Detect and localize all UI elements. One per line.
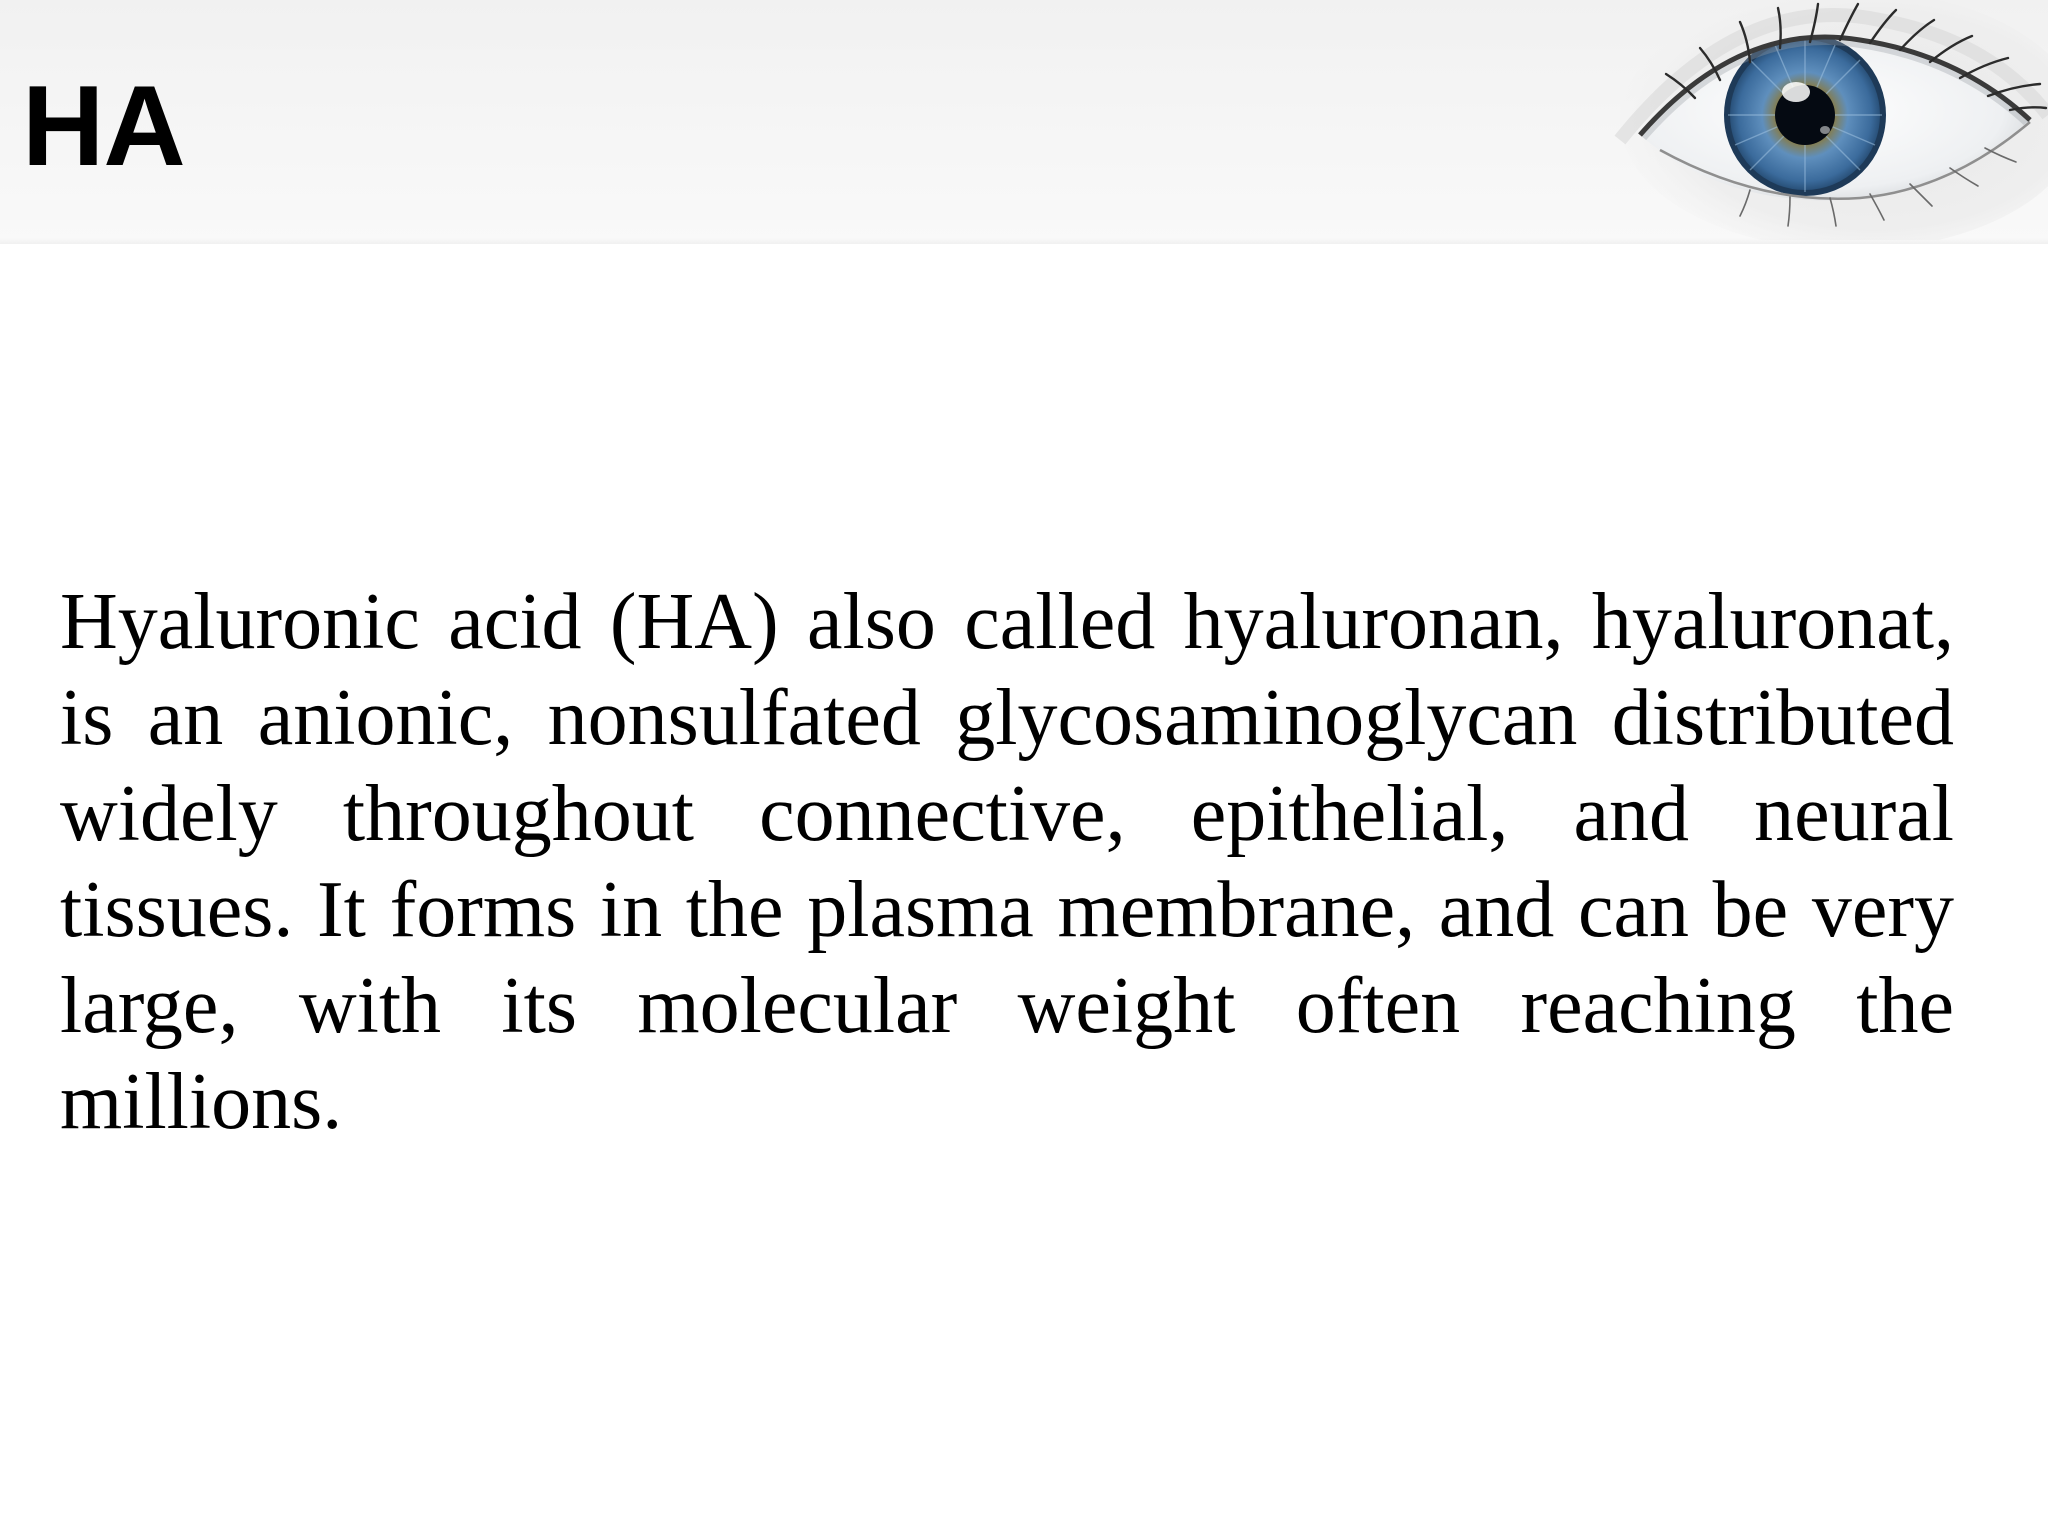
slide-title: HA <box>22 63 185 190</box>
eye-image <box>1600 0 2048 240</box>
header-band <box>0 0 2048 244</box>
body-text: Hyaluronic acid (HA) also called hyaluronan, hyaluronat, is an anionic, nonsulfated glycosaminoglycan distributed widely throughout connective, epithelial, and neural tissues. It forms in the plasma membrane, and can be very large, with its molecular weight often reaching the millions. <box>60 578 1954 1146</box>
